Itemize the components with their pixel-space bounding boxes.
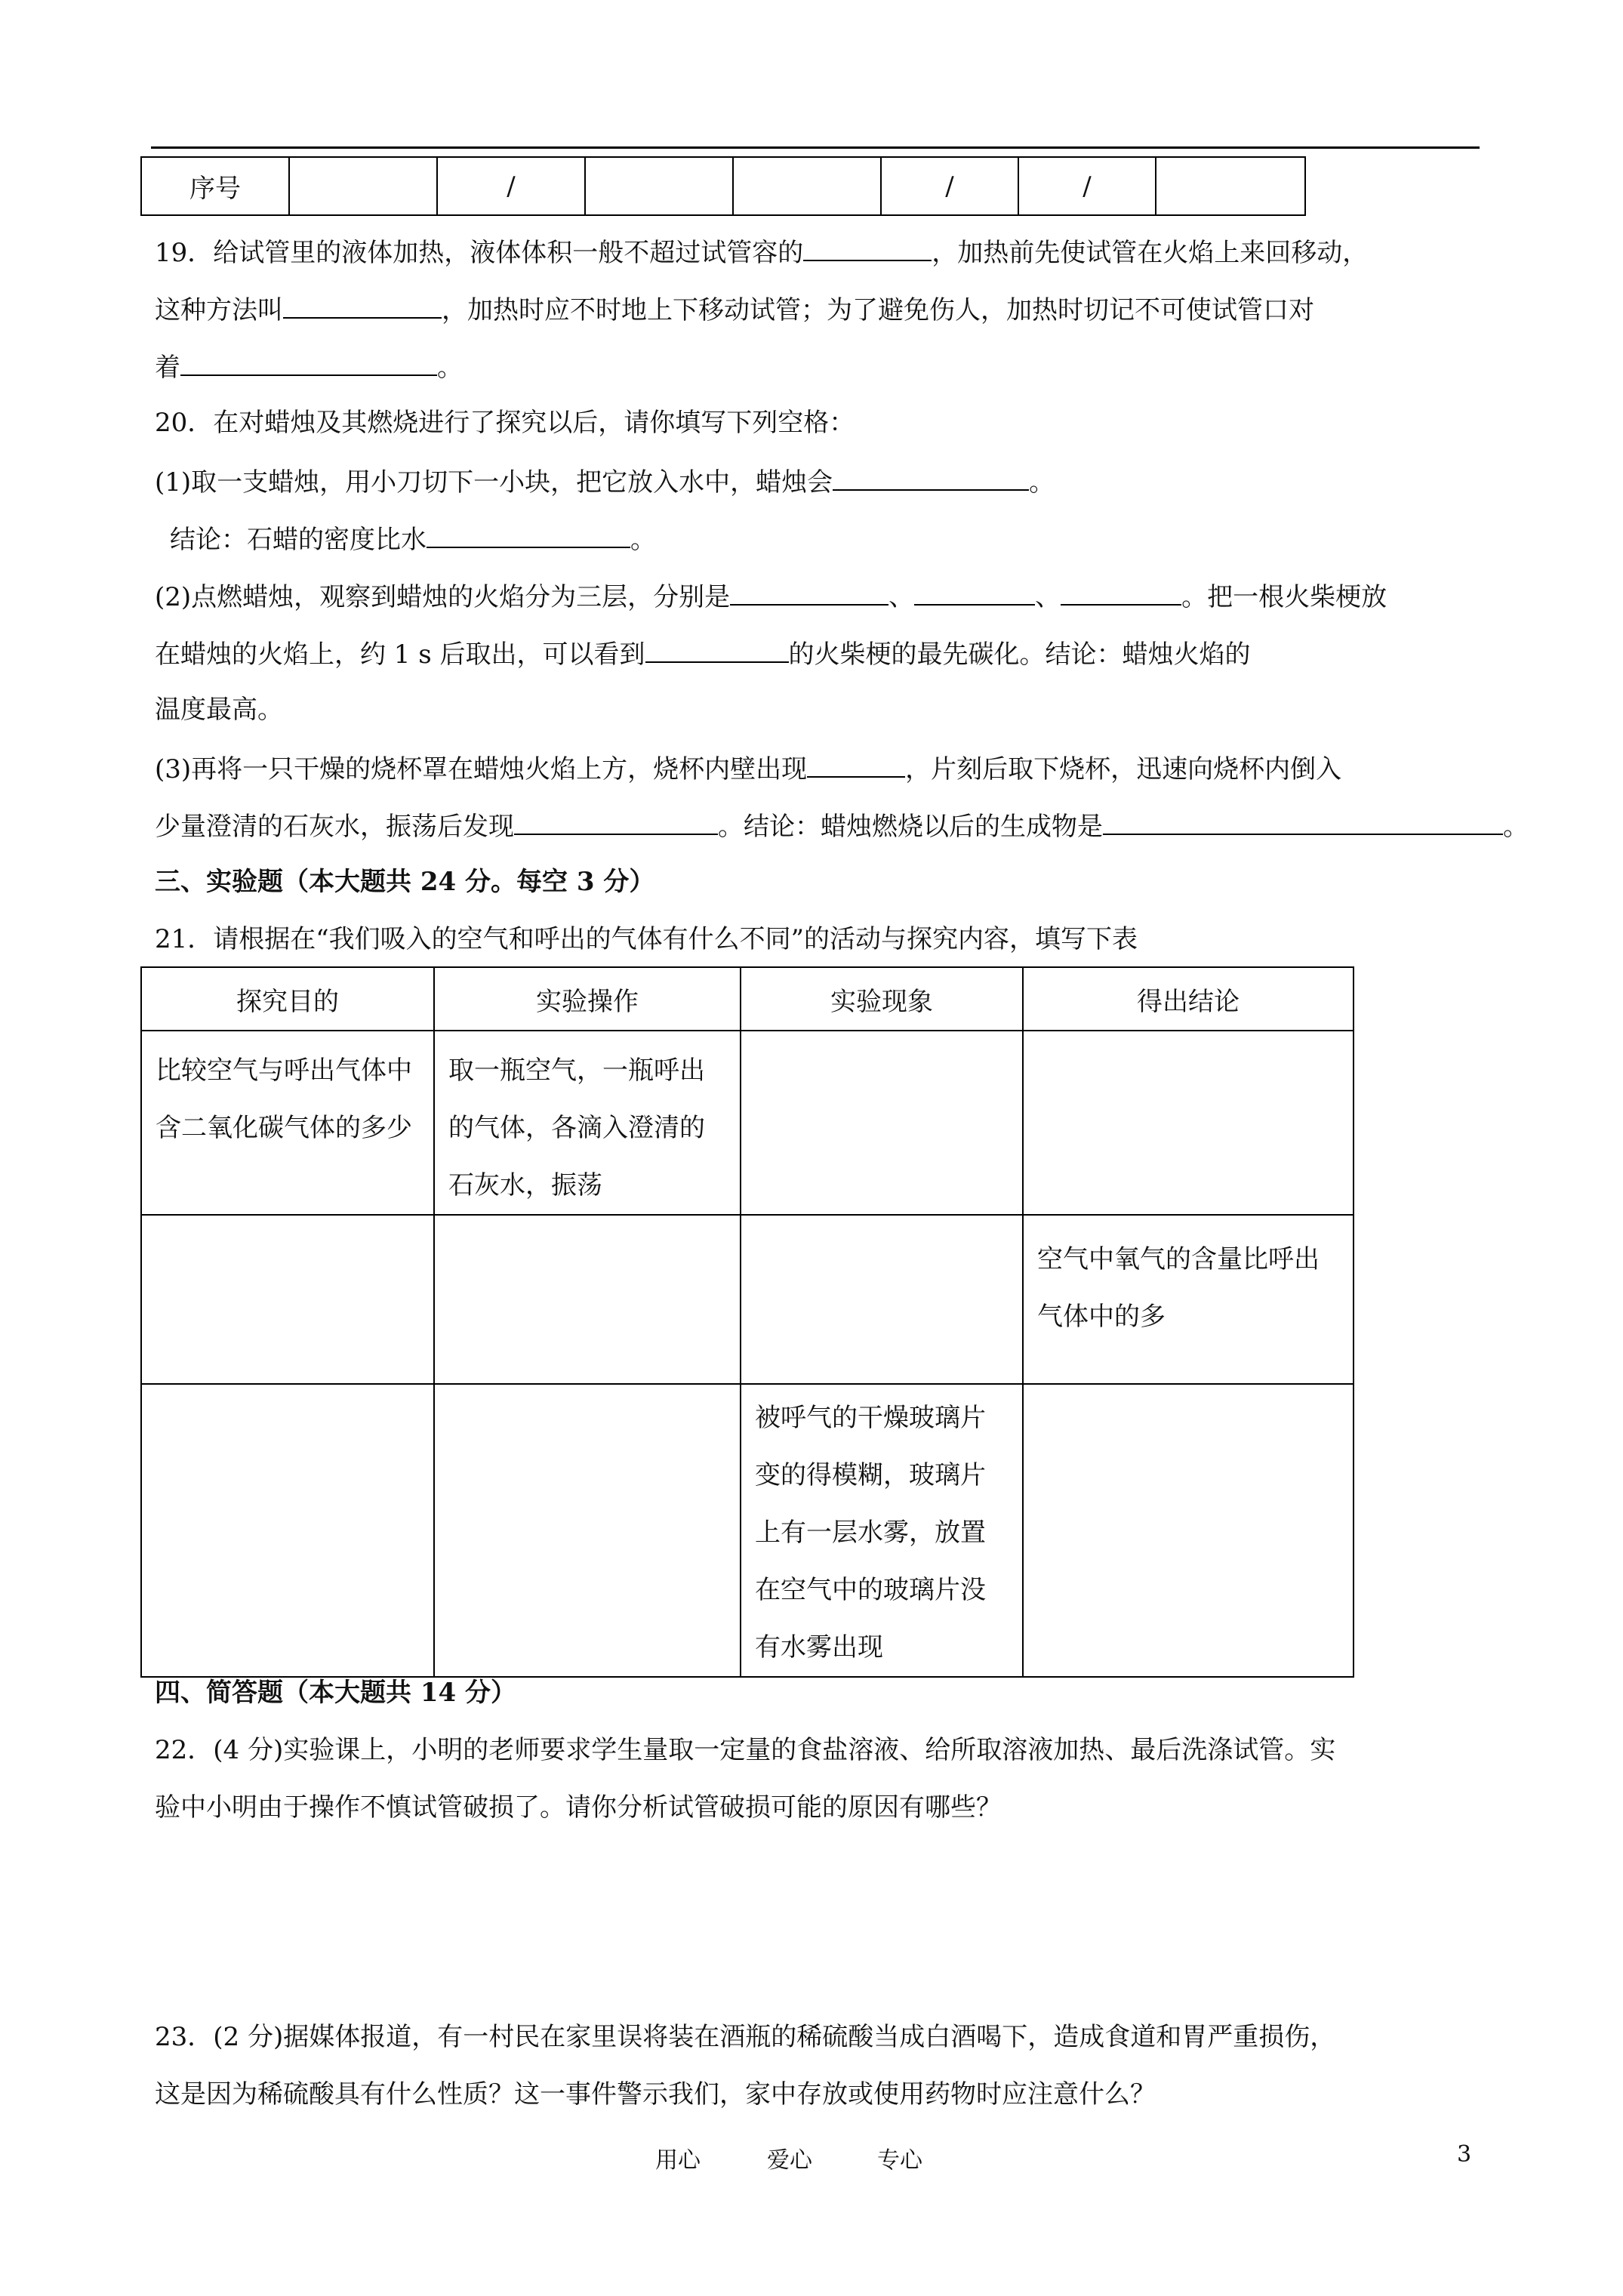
- q19-line-2: 这种方法叫 ，加热时应不时地上下移动试管；为了避免伤人，加热时切记不可使试管口对: [155, 293, 1314, 325]
- q22-line-1: 22．(4 分)实验课上，小明的老师要求学生量取一定量的食盐溶液、给所取溶液加热、最后洗涤试管。实: [155, 1735, 1336, 1765]
- section-4-heading: 四、简答题（本大题共 14 分）: [155, 1678, 516, 1708]
- experiment-table: [140, 966, 1354, 1678]
- table-cell: [434, 1384, 741, 1677]
- q20-step-2-line-1: (2)点燃蜡烛，观察到蜡烛的火焰分为三层，分别是 、 、 。把一根火柴梗放: [155, 580, 1387, 612]
- footer-item: 爱心: [767, 2147, 812, 2174]
- table-cell: [741, 1031, 1023, 1215]
- table-cell: 取一瓶空气，一瓶呼出的气体，各滴入澄清的石灰水，振荡: [434, 1031, 741, 1215]
- q20-step-3-line-1: (3)再将一只干燥的烧杯罩在蜡烛火焰上方，烧杯内壁出现 ，片刻后取下烧杯，迅速向烧杯内倒入: [155, 752, 1341, 784]
- table-row: [141, 157, 1305, 215]
- page-number: 3: [1457, 2141, 1472, 2168]
- q19-line-1: 19．给试管里的液体加热，液体体积一般不超过试管容的 ，加热前先使试管在火焰上来回移动，: [155, 236, 1368, 268]
- table-cell: [434, 1215, 741, 1384]
- seq-cell: /: [881, 157, 1018, 215]
- table-header-cell: 实验操作: [434, 967, 741, 1031]
- table-cell: [141, 1215, 434, 1384]
- sequence-table: [140, 156, 1306, 216]
- seq-cell: /: [437, 157, 585, 215]
- q20-conclusion-1: 结论：石蜡的密度比水 。: [170, 522, 656, 555]
- seq-cell: /: [1018, 157, 1156, 215]
- table-header-row: [141, 967, 1354, 1031]
- section-3-heading: 三、实验题（本大题共 24 分。每空 3 分）: [155, 867, 655, 897]
- table-header-cell: 实验现象: [741, 967, 1023, 1031]
- q19-line-3: 着 。: [155, 350, 463, 383]
- seq-cell: [585, 157, 733, 215]
- q20-intro: 20．在对蜡烛及其燃烧进行了探究以后，请你填写下列空格：: [155, 408, 855, 438]
- table-cell: 被呼气的干燥玻璃片变的得模糊，玻璃片上有一层水雾，放置在空气中的玻璃片没有水雾出现: [741, 1384, 1023, 1677]
- q20-step-3-line-2: 少量澄清的石灰水，振荡后发现 。结论：蜡烛燃烧以后的生成物是 。: [155, 809, 1529, 842]
- table-row: [141, 1215, 1354, 1384]
- table-header-cell: 得出结论: [1023, 967, 1354, 1031]
- seq-cell: [1156, 157, 1305, 215]
- q20-step-1: (1)取一支蜡烛，用小刀切下一小块，把它放入水中，蜡烛会 。: [155, 465, 1055, 498]
- table-row: [141, 1384, 1354, 1677]
- header-rule: [151, 146, 1480, 149]
- table-cell: [741, 1215, 1023, 1384]
- q21-intro: 21．请根据在“我们吸入的空气和呼出的气体有什么不同”的活动与探究内容，填写下表: [155, 924, 1138, 954]
- q22-line-2: 验中小明由于操作不慎试管破损了。请你分析试管破损可能的原因有哪些？: [155, 1792, 1002, 1823]
- footer-item: 专心: [877, 2147, 922, 2174]
- seq-label: 序号: [141, 157, 289, 215]
- table-cell: [1023, 1384, 1354, 1677]
- q20-step-2-line-3: 温度最高。: [155, 695, 283, 725]
- table-header-cell: 探究目的: [141, 967, 434, 1031]
- table-cell: [1023, 1031, 1354, 1215]
- table-cell: [141, 1384, 434, 1677]
- table-cell: 空气中氧气的含量比呼出气体中的多: [1023, 1215, 1354, 1384]
- seq-cell: [289, 157, 437, 215]
- q23-line-2: 这是因为稀硫酸具有什么性质？这一事件警示我们，家中存放或使用药物时应注意什么？: [155, 2079, 1156, 2110]
- seq-cell: [733, 157, 881, 215]
- q20-step-2-line-2: 在蜡烛的火焰上，约 1 s 后取出，可以看到 的火柴梗的最先碳化。结论：蜡烛火焰的: [155, 637, 1251, 670]
- q23-line-1: 23．(2 分)据媒体报道，有一村民在家里误将装在酒瓶的稀硫酸当成白酒喝下，造成食道和胃严重损伤，: [155, 2022, 1336, 2052]
- table-cell: 比较空气与呼出气体中含二氧化碳气体的多少: [141, 1031, 434, 1215]
- table-row: [141, 1031, 1354, 1215]
- footer-item: 用心: [655, 2147, 701, 2174]
